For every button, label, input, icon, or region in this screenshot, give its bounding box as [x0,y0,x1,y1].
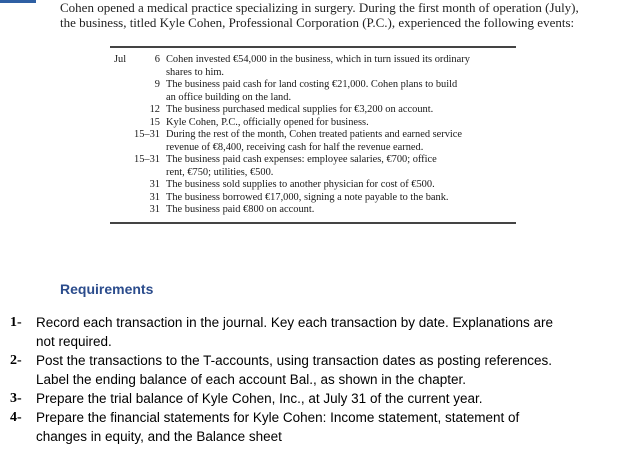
event-description [166,79,516,104]
requirement-item [10,408,630,446]
requirement-number: 1- [10,315,22,330]
event-line: The business borrowed €17,000, signing a note payable to the bank. [166,191,449,203]
requirement-line: Prepare the trial balance of Kyle Cohen, Inc., at July 31 of the current year. [36,391,483,406]
corner-accent-bar [0,0,36,3]
requirement-text [36,351,630,389]
event-line: shares to him. [166,66,225,78]
event-line: The business paid cash for land costing €21,000. Cohen plans to build [166,79,458,90]
event-month [110,79,132,104]
event-row [110,204,516,217]
event-line: The business purchased medical supplies for €3,200 on account. [166,104,434,115]
event-month [110,179,132,192]
event-row [110,129,516,154]
event-row [110,192,516,205]
event-month [110,204,132,217]
event-day: 31 [149,179,160,190]
requirements-heading: Requirements [60,281,154,297]
event-line: Kyle Cohen, P.C., officially opened for business. [166,116,369,128]
requirement-item [10,351,630,389]
requirements-list [10,313,630,446]
event-description [166,154,516,179]
requirement-item [10,313,630,351]
event-line: Cohen invested €54,000 in the business, which in turn issued its ordinary [166,54,470,65]
event-day: 15 [149,116,160,128]
event-line: During the rest of the month, Cohen treated patients and earned service [166,129,463,140]
event-line: revenue of €8,400, receiving cash for half the revenue earned. [166,141,424,153]
event-description [166,204,516,217]
event-line: The business paid €800 on account. [166,204,315,215]
event-row [110,79,516,104]
intro-line: the business, titled Kyle Cohen, Professional Corporation (P.C.), experienced the following events: [60,15,575,30]
requirement-line: Prepare the financial statements for Kyle Cohen: Income statement, statement of [36,410,520,425]
event-day: 12 [149,104,160,115]
event-day: 15–31 [134,129,160,140]
event-description [166,104,516,117]
requirement-item [10,389,630,408]
event-line: The business sold supplies to another physician for cost of €500. [166,179,435,190]
event-month: Jul [114,54,127,65]
requirement-text [36,389,630,408]
requirement-number: 2- [10,353,22,368]
event-month [110,192,132,205]
event-row [110,54,516,79]
requirement-line: Record each transaction in the journal. Key each transaction by date. Explanations are [36,315,554,330]
event-description [166,192,516,205]
requirement-number: 3- [10,391,22,406]
event-month [110,154,132,179]
event-month [110,104,132,117]
requirement-text [36,408,630,446]
requirement-line: changes in equity, and the Balance sheet [36,429,282,444]
event-day: 31 [149,204,160,215]
requirement-text [36,313,630,351]
event-month [110,129,132,154]
event-description [166,54,516,79]
event-description [166,129,516,154]
event-day: 6 [154,54,160,65]
event-row [110,117,516,130]
requirement-line: Label the ending balance of each account Bal., as shown in the chapter. [36,372,467,387]
event-row [110,154,516,179]
event-line: rent, €750; utilities, €500. [166,166,274,178]
event-row [110,179,516,192]
event-line: The business paid cash expenses: employee salaries, €700; office [166,154,437,165]
requirement-line: Post the transactions to the T-accounts, using transaction dates as posting references. [36,353,553,368]
event-row [110,104,516,117]
event-month [110,117,132,130]
events-table [110,46,516,224]
event-day: 31 [149,191,160,203]
intro-line: Cohen opened a medical practice specializing in surgery. During the first month of operation (July), [60,0,579,15]
event-day: 9 [154,79,160,90]
event-day: 15–31 [134,154,160,165]
event-description [166,179,516,192]
intro-paragraph [60,0,600,30]
event-description [166,117,516,130]
event-line: an office building on the land. [166,91,292,103]
requirement-line: not required. [36,334,112,349]
requirement-number: 4- [10,410,22,425]
